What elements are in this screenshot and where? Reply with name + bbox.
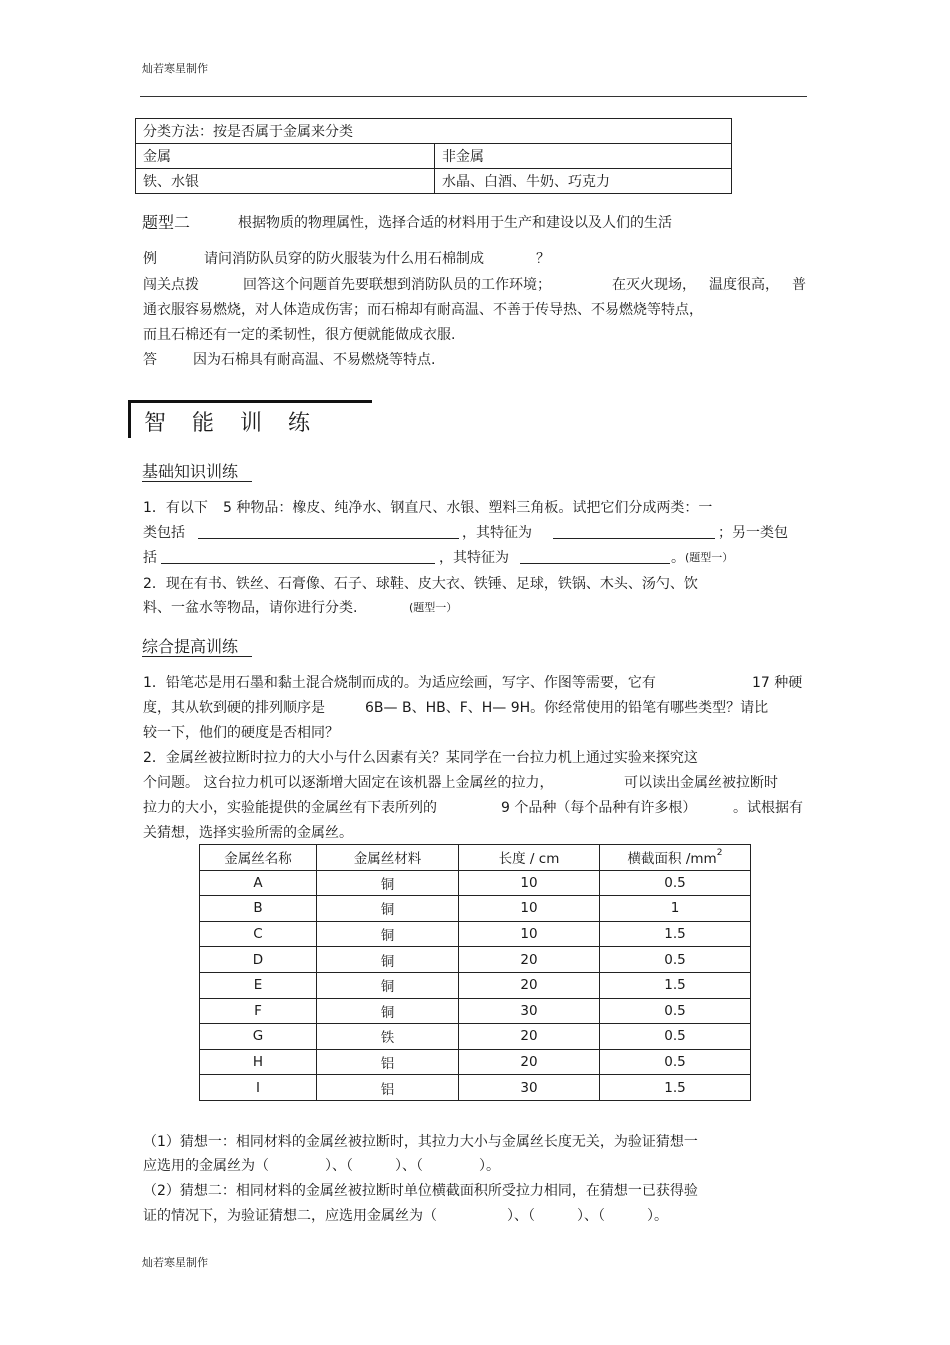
table-row [200, 1024, 751, 1050]
section-title-box [128, 400, 372, 438]
answer-blank[interactable] [520, 549, 670, 564]
table-row [200, 998, 751, 1024]
question-text: 。试根据有 [733, 800, 803, 816]
table-row [136, 169, 732, 194]
answer-blank[interactable] [198, 524, 459, 539]
table-cell: 10 [459, 896, 600, 922]
table-cell: 30 [459, 998, 600, 1024]
question-text: 2．现在有书、铁丝、石膏像、石子、球鞋、皮大衣、铁锤、足球，铁锅、木头、汤勺、饮 [143, 576, 698, 592]
page-header: 灿若寒星制作 [142, 62, 208, 75]
question-text: 括 [143, 550, 157, 566]
answer-label: 答 [143, 352, 157, 368]
table-cell: 1 [600, 896, 751, 922]
table-row [200, 1049, 751, 1075]
advanced-section-title: 综合提高训练 [142, 637, 239, 656]
classification-table [135, 118, 732, 194]
table-cell: 1.5 [600, 921, 751, 947]
table-cell: 水晶、白酒、牛奶、巧克力 [435, 169, 732, 194]
table-row [200, 1075, 751, 1101]
hint-text: 在灭火现场， [612, 277, 696, 293]
question-text: ；另一类包 [718, 525, 788, 541]
wire-table [199, 844, 751, 1101]
column-header: 长度 / cm [459, 845, 600, 871]
superscript: 2 [716, 848, 723, 859]
table-cell: 0.5 [600, 947, 751, 973]
table-row [200, 896, 751, 922]
question-text: 个问题。 这台拉力机可以逐渐增大固定在该机器上金属丝的拉力， [143, 775, 554, 791]
table-row [200, 972, 751, 998]
example-label: 例 [143, 251, 157, 267]
question-text: 。 [671, 550, 685, 566]
table-row [200, 947, 751, 973]
table-cell: 0.5 [600, 1024, 751, 1050]
table-cell: 铜 [317, 870, 459, 896]
guess-text: （1）猜想一：相同材料的金属丝被拉断时，其拉力大小与金属丝长度无关，为验证猜想一 [143, 1134, 698, 1150]
hint-text: 通衣服容易燃烧，对人体造成伤害；而石棉却有耐高温、不善于传导热、不易燃烧等特点， [143, 302, 703, 318]
question-text: 类包括 [143, 525, 185, 541]
table-cell: 20 [459, 947, 600, 973]
table-cell: H [200, 1049, 317, 1075]
table-cell: A [200, 870, 317, 896]
question-text: 关猜想，选择实验所需的金属丝。 [143, 825, 353, 841]
guess-text: 应选用的金属丝为（ ）、（ ）、（ ）。 [143, 1158, 500, 1174]
type2-text: 根据物质的物理属性，选择合适的材料用于生产和建设以及人们的生活 [238, 215, 672, 231]
column-header-text: 横截面积 /mm [627, 851, 717, 868]
example-qmark: ？ [536, 251, 550, 267]
table-cell: 铁 [317, 1024, 459, 1050]
question-text: 较一下，他们的硬度是否相同？ [143, 725, 339, 741]
table-cell: 10 [459, 921, 600, 947]
hint-text: 普 [792, 277, 806, 293]
question-text: 1．有以下 [143, 500, 208, 516]
table-cell: F [200, 998, 317, 1024]
hint-text: 而且石棉还有一定的柔韧性，很方便就能做成衣服. [143, 327, 456, 343]
question-text: 17 种硬 [752, 675, 803, 691]
table-cell: E [200, 972, 317, 998]
table-row [136, 144, 732, 169]
type2-label: 题型二 [142, 213, 191, 232]
table-cell: 铜 [317, 972, 459, 998]
answer-text: 因为石棉具有耐高温、不易燃烧等特点. [193, 352, 436, 368]
table-cell: 0.5 [600, 998, 751, 1024]
table-cell: 铜 [317, 921, 459, 947]
table-title-cell: 分类方法：按是否属于金属来分类 [136, 119, 732, 144]
header-rule [140, 96, 807, 97]
answer-blank[interactable] [553, 524, 715, 539]
column-header [600, 845, 751, 871]
table-cell: 金属 [136, 144, 435, 169]
guess-text: （2）猜想二：相同材料的金属丝被拉断时单位横截面积所受拉力相同，在猜想一已获得验 [143, 1183, 698, 1199]
guess-text: 证的情况下，为验证猜想二，应选用金属丝为（ ）、（ ）、（ ）。 [143, 1208, 668, 1224]
question-text: 2．金属丝被拉断时拉力的大小与什么因素有关？某同学在一台拉力机上通过实验来探究这 [143, 750, 698, 766]
table-row [200, 870, 751, 896]
section-title: 智能训练 [144, 411, 337, 436]
table-cell: 铝 [317, 1075, 459, 1101]
column-header: 金属丝材料 [317, 845, 459, 871]
basic-title-underline [142, 481, 252, 482]
question-text: 9 个品种（每个品种有许多根） [501, 800, 697, 816]
table-cell: D [200, 947, 317, 973]
table-cell: 30 [459, 1075, 600, 1101]
table-row [200, 921, 751, 947]
hint-label: 闯关点拨 [143, 277, 199, 293]
question-text: 可以读出金属丝被拉断时 [624, 775, 778, 791]
table-cell: 20 [459, 1024, 600, 1050]
question-text: 6B— B、HB、F、H— 9H。你经常使用的铅笔有哪些类型？请比 [365, 700, 769, 716]
hint-text: 温度很高， [709, 277, 779, 293]
table-cell: 0.5 [600, 1049, 751, 1075]
table-cell: 铜 [317, 998, 459, 1024]
question-text: 1．铅笔芯是用石墨和黏土混合烧制而成的。为适应绘画，写字、作图等需要，它有 [143, 675, 656, 691]
hint-text: 回答这个问题首先要联想到消防队员的工作环境； [243, 277, 551, 293]
table-cell: C [200, 921, 317, 947]
question-text: 拉力的大小，实验能提供的金属丝有下表所列的 [143, 800, 437, 816]
advanced-title-underline [142, 656, 252, 657]
page-footer: 灿若寒星制作 [142, 1256, 208, 1269]
table-cell: I [200, 1075, 317, 1101]
table-cell: G [200, 1024, 317, 1050]
question-type-tag: (题型一） [685, 551, 734, 564]
question-text: 度，其从软到硬的排列顺序是 [143, 700, 325, 716]
table-cell: B [200, 896, 317, 922]
example-question: 请问消防队员穿的防火服装为什么用石棉制成 [204, 251, 484, 267]
table-cell: 10 [459, 870, 600, 896]
table-cell: 铜 [317, 896, 459, 922]
table-cell: 非金属 [435, 144, 732, 169]
column-header: 金属丝名称 [200, 845, 317, 871]
table-header-row [200, 845, 751, 871]
question-text: 5 种物品：橡皮、纯净水、钢直尺、水银、塑料三角板。试把它们分成两类：一 [223, 500, 713, 516]
question-text: ，其特征为 [439, 550, 509, 566]
table-cell: 1.5 [600, 1075, 751, 1101]
answer-blank[interactable] [161, 549, 435, 564]
table-cell: 铜 [317, 947, 459, 973]
table-cell: 0.5 [600, 870, 751, 896]
question-text: 料、一盆水等物品，请你进行分类. [143, 600, 358, 616]
question-type-tag: (题型一） [409, 601, 458, 614]
table-cell: 铝 [317, 1049, 459, 1075]
basic-section-title: 基础知识训练 [142, 462, 239, 481]
table-cell: 铁、水银 [136, 169, 435, 194]
table-cell: 1.5 [600, 972, 751, 998]
table-cell: 20 [459, 972, 600, 998]
table-row [136, 119, 732, 144]
question-text: ，其特征为 [462, 525, 532, 541]
table-cell: 20 [459, 1049, 600, 1075]
